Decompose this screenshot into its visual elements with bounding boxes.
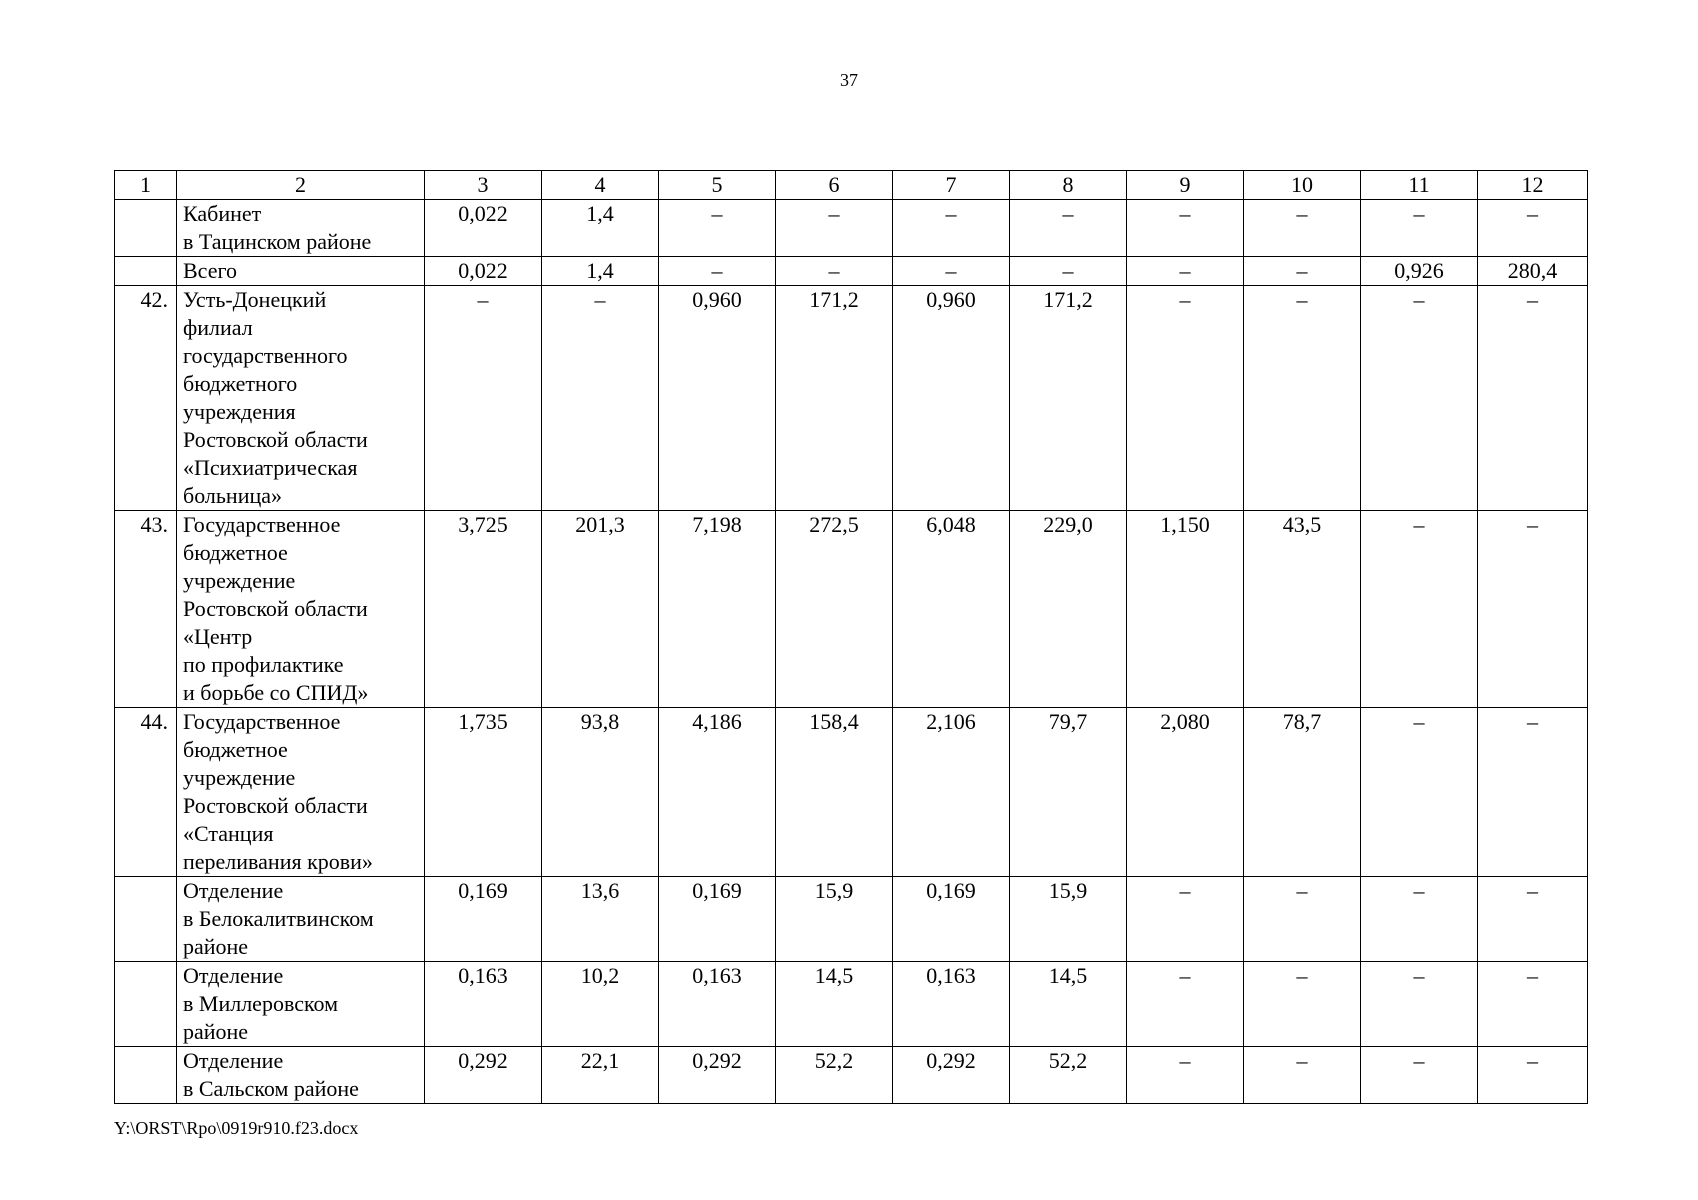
institution-name-line: учреждение [183, 568, 296, 593]
column-header: 2 [177, 171, 425, 200]
column-header: 9 [1127, 171, 1244, 200]
value-cell: 14,5 [776, 962, 893, 1047]
institution-name-line: Всего [183, 258, 237, 283]
table-row [115, 511, 1588, 708]
institution-name-line: больница» [183, 483, 282, 508]
table-header-row [115, 171, 1588, 200]
value-cell: – [1478, 877, 1588, 962]
value-cell: 0,169 [425, 877, 542, 962]
institution-name-line: Кабинет [183, 201, 262, 226]
value-cell: 52,2 [1010, 1047, 1127, 1104]
value-cell: – [1478, 708, 1588, 877]
row-number-cell [115, 1047, 177, 1104]
value-cell: – [1361, 962, 1478, 1047]
value-cell: – [1244, 1047, 1361, 1104]
table-row [115, 1047, 1588, 1104]
value-cell: 6,048 [893, 511, 1010, 708]
institution-name-line: филиал [183, 315, 253, 340]
value-cell: 1,150 [1127, 511, 1244, 708]
value-cell: 22,1 [542, 1047, 659, 1104]
institution-name-line: районе [183, 934, 249, 959]
column-header: 4 [542, 171, 659, 200]
institution-name-cell [177, 962, 425, 1047]
value-cell: – [893, 200, 1010, 257]
institution-name-line: и борьбе со СПИД» [183, 680, 369, 705]
value-cell: – [1127, 257, 1244, 286]
file-path-footer: Y:\ORST\Rpo\0919r910.f23.docx [114, 1118, 359, 1138]
row-number-cell [115, 200, 177, 257]
table-row [115, 877, 1588, 962]
value-cell: – [1244, 286, 1361, 511]
column-header: 11 [1361, 171, 1478, 200]
institution-name-line: бюджетное [183, 737, 288, 762]
value-cell: – [1244, 962, 1361, 1047]
value-cell: – [425, 286, 542, 511]
value-cell: 15,9 [1010, 877, 1127, 962]
institution-name-cell [177, 708, 425, 877]
column-header: 1 [115, 171, 177, 200]
value-cell: 0,022 [425, 257, 542, 286]
institution-name-cell [177, 200, 425, 257]
page-number: 37 [840, 70, 858, 90]
value-cell: 15,9 [776, 877, 893, 962]
value-cell: – [1127, 200, 1244, 257]
value-cell: 0,960 [659, 286, 776, 511]
institution-name-cell [177, 511, 425, 708]
institution-name-line: в Белокалитвинском [183, 906, 374, 931]
institution-name-line: в Миллеровском [183, 991, 339, 1016]
value-cell: – [1127, 877, 1244, 962]
value-cell: 52,2 [776, 1047, 893, 1104]
institution-name-line: Ростовской области [183, 427, 368, 452]
column-header: 10 [1244, 171, 1361, 200]
column-header: 3 [425, 171, 542, 200]
institution-name-line: в Сальском районе [183, 1076, 359, 1101]
value-cell: – [1478, 962, 1588, 1047]
value-cell: 2,080 [1127, 708, 1244, 877]
value-cell: 171,2 [776, 286, 893, 511]
value-cell: 0,292 [893, 1047, 1010, 1104]
institution-name-cell [177, 1047, 425, 1104]
value-cell: – [776, 200, 893, 257]
data-table [114, 170, 1588, 1104]
value-cell: – [1361, 877, 1478, 962]
value-cell: 0,163 [425, 962, 542, 1047]
institution-name-cell [177, 257, 425, 286]
institution-name-line: учреждения [183, 399, 296, 424]
institution-name-line: Отделение [183, 878, 284, 903]
institution-name-line: в Тацинском районе [183, 229, 372, 254]
value-cell: 93,8 [542, 708, 659, 877]
value-cell: – [1478, 200, 1588, 257]
row-number-cell [115, 257, 177, 286]
value-cell: 201,3 [542, 511, 659, 708]
value-cell: 1,735 [425, 708, 542, 877]
institution-name-line: учреждение [183, 765, 296, 790]
value-cell: 158,4 [776, 708, 893, 877]
institution-name-line: «Станция [183, 821, 274, 846]
value-cell: 0,926 [1361, 257, 1478, 286]
institution-name-line: «Центр [183, 624, 253, 649]
value-cell: 1,4 [542, 257, 659, 286]
column-header: 5 [659, 171, 776, 200]
institution-name-line: районе [183, 1019, 249, 1044]
value-cell: 0,292 [659, 1047, 776, 1104]
value-cell: 2,106 [893, 708, 1010, 877]
institution-name-line: переливания крови» [183, 849, 373, 874]
value-cell: 4,186 [659, 708, 776, 877]
value-cell: 10,2 [542, 962, 659, 1047]
column-header: 8 [1010, 171, 1127, 200]
value-cell: 0,163 [893, 962, 1010, 1047]
value-cell: 272,5 [776, 511, 893, 708]
value-cell: – [1244, 257, 1361, 286]
value-cell: – [1010, 257, 1127, 286]
value-cell: 280,4 [1478, 257, 1588, 286]
table-body [115, 200, 1588, 1104]
value-cell: – [659, 257, 776, 286]
value-cell: 0,292 [425, 1047, 542, 1104]
row-number-cell: 43. [115, 511, 177, 708]
value-cell: – [893, 257, 1010, 286]
value-cell: – [1127, 962, 1244, 1047]
institution-name-line: бюджетного [183, 371, 298, 396]
value-cell: – [1361, 1047, 1478, 1104]
table-row [115, 257, 1588, 286]
row-number-cell [115, 962, 177, 1047]
institution-name-line: бюджетное [183, 540, 288, 565]
institution-name-line: государственного [183, 343, 348, 368]
value-cell: 3,725 [425, 511, 542, 708]
column-header: 6 [776, 171, 893, 200]
institution-name-line: Ростовской области [183, 793, 368, 818]
institution-name-cell [177, 877, 425, 962]
value-cell: 1,4 [542, 200, 659, 257]
value-cell: – [1361, 200, 1478, 257]
table-row [115, 200, 1588, 257]
row-number-cell: 42. [115, 286, 177, 511]
value-cell: – [1361, 511, 1478, 708]
institution-name-cell [177, 286, 425, 511]
institution-name-line: по профилактике [183, 652, 344, 677]
institution-name-line: «Психиатрическая [183, 455, 358, 480]
value-cell: 0,022 [425, 200, 542, 257]
institution-name-line: Отделение [183, 1048, 284, 1073]
institution-name-line: Ростовской области [183, 596, 368, 621]
institution-name-line: Государственное [183, 512, 341, 537]
value-cell: – [1361, 286, 1478, 511]
value-cell: – [1478, 286, 1588, 511]
value-cell: 79,7 [1010, 708, 1127, 877]
value-cell: 14,5 [1010, 962, 1127, 1047]
value-cell: 0,169 [893, 877, 1010, 962]
row-number-cell [115, 877, 177, 962]
value-cell: – [1244, 877, 1361, 962]
value-cell: – [1478, 1047, 1588, 1104]
value-cell: – [1478, 511, 1588, 708]
value-cell: 13,6 [542, 877, 659, 962]
table-row [115, 962, 1588, 1047]
value-cell: – [1244, 200, 1361, 257]
value-cell: – [1010, 200, 1127, 257]
value-cell: – [1361, 708, 1478, 877]
value-cell: 0,960 [893, 286, 1010, 511]
row-number-cell: 44. [115, 708, 177, 877]
column-header: 7 [893, 171, 1010, 200]
value-cell: 171,2 [1010, 286, 1127, 511]
value-cell: 229,0 [1010, 511, 1127, 708]
value-cell: 0,163 [659, 962, 776, 1047]
value-cell: – [659, 200, 776, 257]
value-cell: – [776, 257, 893, 286]
value-cell: – [1127, 286, 1244, 511]
value-cell: 43,5 [1244, 511, 1361, 708]
table-row [115, 286, 1588, 511]
institution-name-line: Усть-Донецкий [183, 287, 327, 312]
institution-name-line: Государственное [183, 709, 341, 734]
value-cell: 0,169 [659, 877, 776, 962]
value-cell: – [1127, 1047, 1244, 1104]
table-row [115, 708, 1588, 877]
value-cell: 7,198 [659, 511, 776, 708]
value-cell: – [542, 286, 659, 511]
value-cell: 78,7 [1244, 708, 1361, 877]
institution-name-line: Отделение [183, 963, 284, 988]
column-header: 12 [1478, 171, 1588, 200]
